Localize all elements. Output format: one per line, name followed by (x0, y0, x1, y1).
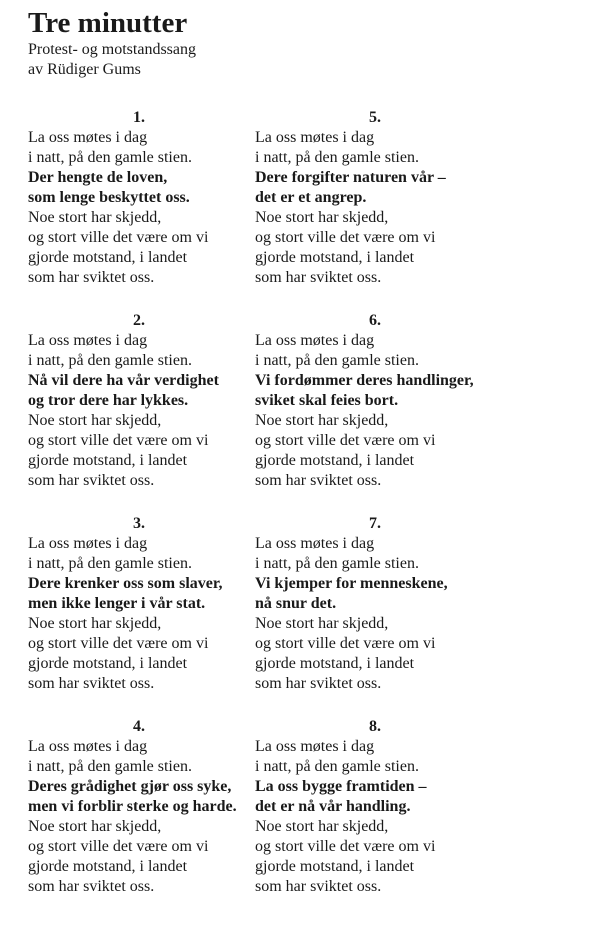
verse-bold-line: men ikke lenger i vår stat. (28, 595, 206, 612)
refrain-line: og stort ville det være om vi (255, 838, 436, 855)
verse-number: 7. (369, 515, 381, 532)
verse-1 (28, 108, 250, 311)
verse-number: 8. (369, 718, 381, 735)
verse-bold-line: sviket skal feies bort. (255, 392, 399, 409)
refrain-line: gjorde motstand, i landet (255, 452, 415, 469)
verse-bold-line: som lenge beskyttet oss. (28, 189, 190, 206)
verse-bold-line: Nå vil dere ha vår verdighet (28, 372, 219, 389)
refrain-line: som har sviktet oss. (28, 472, 155, 489)
subtitle-author: av Rüdiger Gums (28, 61, 141, 78)
refrain-line: La oss møtes i dag (255, 332, 375, 349)
refrain-line: som har sviktet oss. (28, 269, 155, 286)
refrain-line: La oss møtes i dag (28, 738, 148, 755)
verse-bold-line: nå snur det. (255, 595, 337, 612)
verse-bold-line: Vi kjemper for menneskene, (255, 575, 448, 592)
refrain-line: og stort ville det være om vi (28, 635, 209, 652)
verses-column-right (255, 108, 495, 920)
refrain-line: og stort ville det være om vi (28, 229, 209, 246)
refrain-line: og stort ville det være om vi (28, 838, 209, 855)
refrain-line: gjorde motstand, i landet (28, 858, 188, 875)
verse-bold-line: og tror dere har lykkes. (28, 392, 189, 409)
verse-bold-line: Deres grådighet gjør oss syke, (28, 778, 232, 795)
refrain-line: i natt, på den gamle stien. (255, 352, 419, 369)
refrain-line: i natt, på den gamle stien. (255, 149, 419, 166)
refrain-line: og stort ville det være om vi (255, 635, 436, 652)
verse-number: 2. (133, 312, 145, 329)
verse-bold-line: Dere forgifter naturen vår – (255, 169, 446, 186)
verse-number: 6. (369, 312, 381, 329)
refrain-line: La oss møtes i dag (28, 129, 148, 146)
refrain-line: og stort ville det være om vi (28, 432, 209, 449)
refrain-line: og stort ville det være om vi (255, 229, 436, 246)
refrain-line: La oss møtes i dag (255, 535, 375, 552)
refrain-line: og stort ville det være om vi (255, 432, 436, 449)
verse-number: 5. (369, 109, 381, 126)
subtitle-genre: Protest- og motstandssang (28, 41, 196, 58)
refrain-line: La oss møtes i dag (255, 129, 375, 146)
refrain-line: Noe stort har skjedd, (28, 818, 162, 835)
verse-6 (255, 311, 495, 514)
song-title: Tre minutter (28, 7, 188, 39)
refrain-line: i natt, på den gamle stien. (28, 555, 192, 572)
refrain-line: i natt, på den gamle stien. (28, 149, 192, 166)
refrain-line: Noe stort har skjedd, (28, 209, 162, 226)
refrain-line: gjorde motstand, i landet (28, 655, 188, 672)
refrain-line: gjorde motstand, i landet (255, 249, 415, 266)
refrain-line: gjorde motstand, i landet (255, 655, 415, 672)
verses-column-left (28, 108, 250, 920)
refrain-line: som har sviktet oss. (255, 269, 382, 286)
refrain-line: Noe stort har skjedd, (255, 818, 389, 835)
verse-bold-line: Der hengte de loven, (28, 169, 168, 186)
verse-5 (255, 108, 495, 311)
refrain-line: La oss møtes i dag (28, 535, 148, 552)
refrain-line: som har sviktet oss. (28, 878, 155, 895)
refrain-line: i natt, på den gamle stien. (28, 352, 192, 369)
refrain-line: Noe stort har skjedd, (255, 412, 389, 429)
verse-bold-line: men vi forblir sterke og harde. (28, 798, 237, 815)
verse-number: 4. (133, 718, 145, 735)
refrain-line: Noe stort har skjedd, (28, 615, 162, 632)
verse-3 (28, 514, 250, 717)
refrain-line: Noe stort har skjedd, (255, 615, 389, 632)
verse-bold-line: det er et angrep. (255, 189, 367, 206)
verse-number: 1. (133, 109, 145, 126)
refrain-line: Noe stort har skjedd, (255, 209, 389, 226)
refrain-line: som har sviktet oss. (255, 472, 382, 489)
refrain-line: La oss møtes i dag (28, 332, 148, 349)
refrain-line: gjorde motstand, i landet (28, 452, 188, 469)
refrain-line: La oss møtes i dag (255, 738, 375, 755)
verse-bold-line: Dere krenker oss som slaver, (28, 575, 223, 592)
verse-bold-line: Vi fordømmer deres handlinger, (255, 372, 474, 389)
refrain-line: gjorde motstand, i landet (28, 249, 188, 266)
refrain-line: i natt, på den gamle stien. (255, 758, 419, 775)
refrain-line: i natt, på den gamle stien. (255, 555, 419, 572)
verse-number: 3. (133, 515, 145, 532)
refrain-line: i natt, på den gamle stien. (28, 758, 192, 775)
verse-bold-line: det er nå vår handling. (255, 798, 411, 815)
verse-4 (28, 717, 250, 920)
refrain-line: som har sviktet oss. (255, 878, 382, 895)
refrain-line: som har sviktet oss. (28, 675, 155, 692)
refrain-line: Noe stort har skjedd, (28, 412, 162, 429)
verse-8 (255, 717, 495, 920)
refrain-line: som har sviktet oss. (255, 675, 382, 692)
refrain-line: gjorde motstand, i landet (255, 858, 415, 875)
verse-7 (255, 514, 495, 717)
verse-2 (28, 311, 250, 514)
verse-bold-line: La oss bygge framtiden – (255, 778, 427, 795)
